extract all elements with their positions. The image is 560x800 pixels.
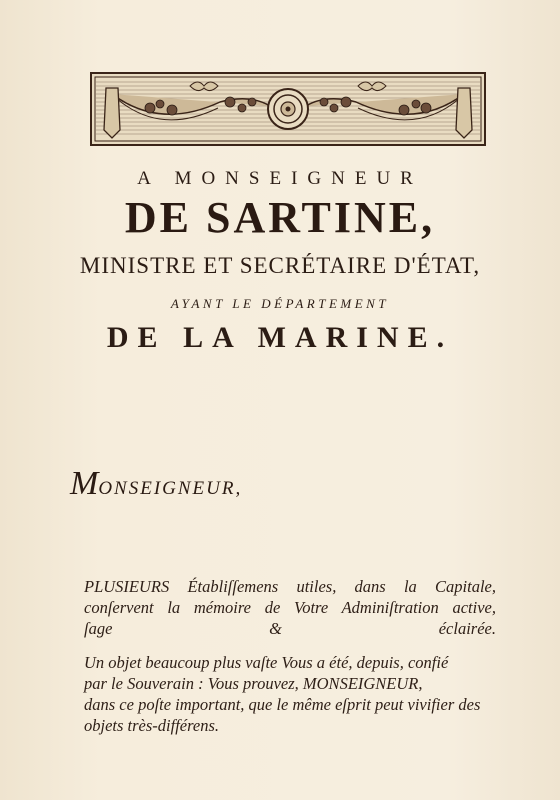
paragraph-2: [84, 652, 496, 736]
dedication-department: DE LA MARINE.: [106, 321, 454, 354]
dedication-subtitle: AYANT LE DÉPARTEMENT: [170, 296, 390, 311]
paragraph-1-line: conſervent la mémoire de Votre Adminiſtration active,: [84, 598, 496, 617]
dedication-name: DE SARTINE,: [124, 193, 436, 242]
paragraph-1-line: PLUSIEURS Établiſſemens utiles, dans la Capitale,: [84, 577, 496, 596]
paragraph-1: [84, 576, 496, 639]
dedication-title: MINISTRE ET SECRÉTAIRE D'ÉTAT,: [79, 253, 481, 278]
headpiece-garland-ornament: [90, 72, 486, 146]
dedication-line-a-monseigneur: A MONSEIGNEUR: [137, 168, 423, 189]
salutation-rest: ONSEIGNEUR,: [98, 478, 243, 499]
salutation-initial: M: [70, 465, 99, 502]
paragraph-2-line: dans ce poſte important, que le même eſprit peut vivifier des: [84, 695, 481, 714]
salutation: [70, 465, 242, 503]
paragraph-2-line: Un objet beaucoup plus vaſte Vous a été, depuis, confié: [84, 653, 449, 672]
paragraph-1-line: ſage & éclairée.: [84, 619, 496, 638]
paragraph-2-line: objets très-différens.: [84, 716, 220, 735]
paragraph-2-line: par le Souverain : Vous prouvez, MONSEIGNEUR,: [84, 674, 423, 693]
